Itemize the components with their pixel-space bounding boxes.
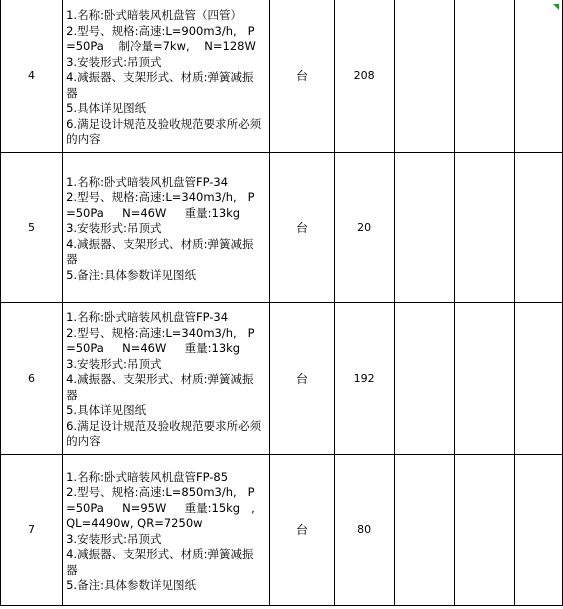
description-line: 6.满足设计规范及验收规范要求所必须 (66, 418, 262, 433)
quantity-cell: 192 (334, 302, 394, 454)
quantity-cell: 80 (334, 454, 394, 605)
description-line: 器 (66, 85, 78, 100)
description-line: 5.备注:具体参数详见图纸 (66, 267, 196, 282)
unit-cell: 台 (270, 302, 334, 454)
description-line: 1.名称:卧式暗装风机盘管（四管） (66, 8, 242, 22)
quantity-cell: 208 (334, 0, 394, 152)
description-line: 6.满足设计规范及验收规范要求所必须 (66, 116, 262, 131)
description-line: 4.减振器、支架形式、材质:弹簧减振 (66, 547, 254, 561)
description-line: 器 (66, 252, 78, 267)
description-line: 2.型号、规格:高速:L=340m3/h, P (66, 190, 255, 205)
description-line: 的内容 (66, 132, 101, 146)
description-line: 5.具体详见图纸 (66, 101, 147, 115)
unit-cell: 台 (270, 152, 334, 302)
table-row (1, 454, 563, 605)
description-line: 5.具体详见图纸 (66, 403, 147, 418)
description-line: 1.名称:卧式暗装风机盘管FP-34 (66, 174, 229, 189)
corner-marker-icon (553, 4, 559, 10)
empty-cell (454, 0, 514, 152)
table-row (1, 0, 563, 152)
description-line: 3.安装形式:吊顶式 (66, 221, 162, 236)
empty-cell (454, 152, 514, 302)
empty-cell (514, 0, 562, 152)
empty-cell (514, 454, 562, 605)
description-line: 4.减振器、支架形式、材质:弹簧减振 (66, 372, 254, 387)
description-line: 器 (66, 387, 78, 402)
quantity-cell: 20 (334, 152, 394, 302)
empty-cell (454, 302, 514, 454)
description-line: QL=4490w, QR=7250w (66, 516, 203, 530)
description-line: 器 (66, 562, 78, 577)
description-line: =50Pa N=46W 重量:13kg (66, 205, 241, 220)
item-description (63, 302, 270, 454)
row-index: 4 (1, 0, 63, 152)
description-line: 2.型号、规格:高速:L=900m3/h, P (66, 23, 255, 38)
empty-cell (394, 152, 454, 302)
table-row (1, 152, 563, 302)
table-row (1, 302, 563, 454)
empty-cell (394, 302, 454, 454)
unit-cell: 台 (270, 454, 334, 605)
description-line: =50Pa N=95W 重量:15kg , (66, 500, 255, 515)
description-line: 2.型号、规格:高速:L=850m3/h, P (66, 485, 255, 499)
description-line: 4.减振器、支架形式、材质:弹簧减振 (66, 236, 254, 251)
description-line: 5.备注:具体参数详见图纸 (66, 578, 196, 592)
description-line: =50Pa 制冷量=7kw, N=128W (66, 39, 256, 53)
description-line: 4.减振器、支架形式、材质:弹簧减振 (66, 70, 254, 84)
empty-cell (514, 302, 562, 454)
empty-cell (394, 0, 454, 152)
empty-cell (454, 454, 514, 605)
description-line: 2.型号、规格:高速:L=340m3/h, P (66, 325, 255, 340)
row-index: 6 (1, 302, 63, 454)
description-line: 3.安装形式:吊顶式 (66, 54, 162, 69)
description-line: 1.名称:卧式暗装风机盘管FP-85 (66, 469, 229, 484)
item-description (63, 0, 270, 152)
description-line: =50Pa N=46W 重量:13kg (66, 341, 241, 356)
row-index: 5 (1, 152, 63, 302)
empty-cell (514, 152, 562, 302)
description-line: 的内容 (66, 434, 101, 449)
description-line: 3.安装形式:吊顶式 (66, 356, 162, 371)
description-line: 3.安装形式:吊顶式 (66, 531, 162, 546)
description-line: 1.名称:卧式暗装风机盘管FP-34 (66, 310, 229, 325)
unit-cell: 台 (270, 0, 334, 152)
empty-cell (394, 454, 454, 605)
item-description (63, 152, 270, 302)
item-description (63, 454, 270, 605)
row-index: 7 (1, 454, 63, 605)
